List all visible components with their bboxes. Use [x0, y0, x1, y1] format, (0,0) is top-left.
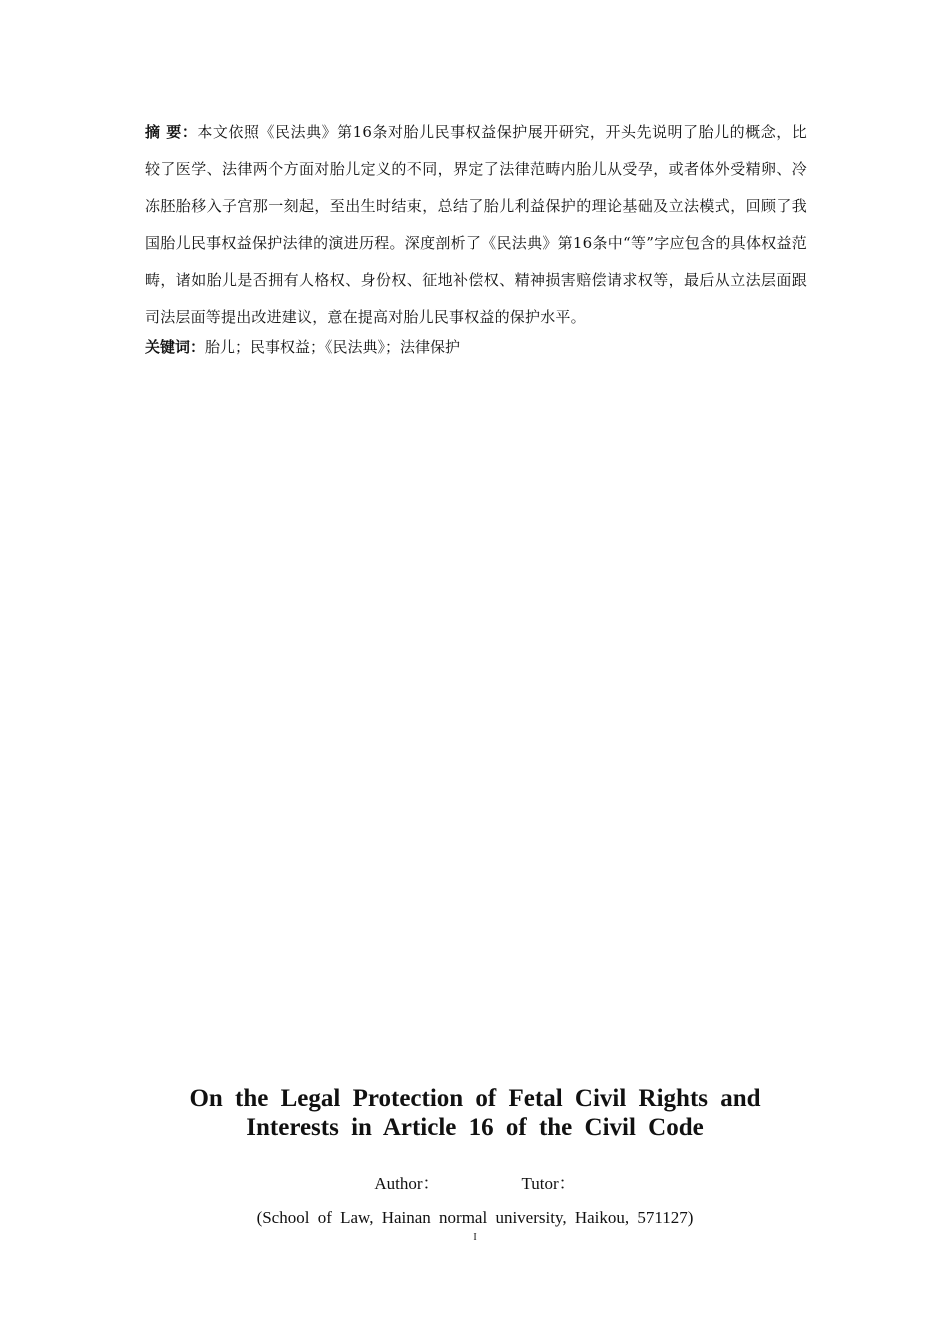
page-number: I [473, 1232, 477, 1243]
author-label: Author： [374, 1174, 440, 1193]
author-tutor-line [0, 1173, 950, 1195]
abstract-paragraph [145, 114, 807, 336]
english-title: On the Legal Protection of Fetal Civil Rights and Interests in Article 16 of the Civil Code [189, 1085, 761, 1141]
abstract-section [145, 114, 807, 361]
tutor-label: Tutor： [521, 1174, 576, 1193]
keywords-line [145, 333, 807, 361]
affiliation-line: (School of Law, Hainan normal university, Haikou, 571127) [256, 1208, 694, 1227]
abstract-body: 本文依照《民法典》第16条对胎儿民事权益保护展开研究，开头先说明了胎儿的概念，比较了医学、法律两个方面对胎儿定义的不同，界定了法律范畴内胎儿从受孕，或者体外受精卵、冷冻胚胎移入子宫那一刻起，至出生时结束，总结了胎儿利益保护的理论基础及立法模式，回顾了我国胎儿民事权益保护法律的演进历程。深度剖析了《民法典》第16条中“等”字应包含的具体权益范畴，诸如胎儿是否拥有人格权、身份权、征地补偿权、精神损害赔偿请求权等，最后从立法层面跟司法层面等提出改进建议，意在提高对胎儿民事权益的保护水平。 [145, 123, 808, 326]
abstract-label: 摘 要： [145, 123, 198, 141]
keywords-label: 关键词： [145, 338, 206, 356]
keywords-text: 胎儿；民事权益；《民法典》；法律保护 [205, 338, 461, 356]
